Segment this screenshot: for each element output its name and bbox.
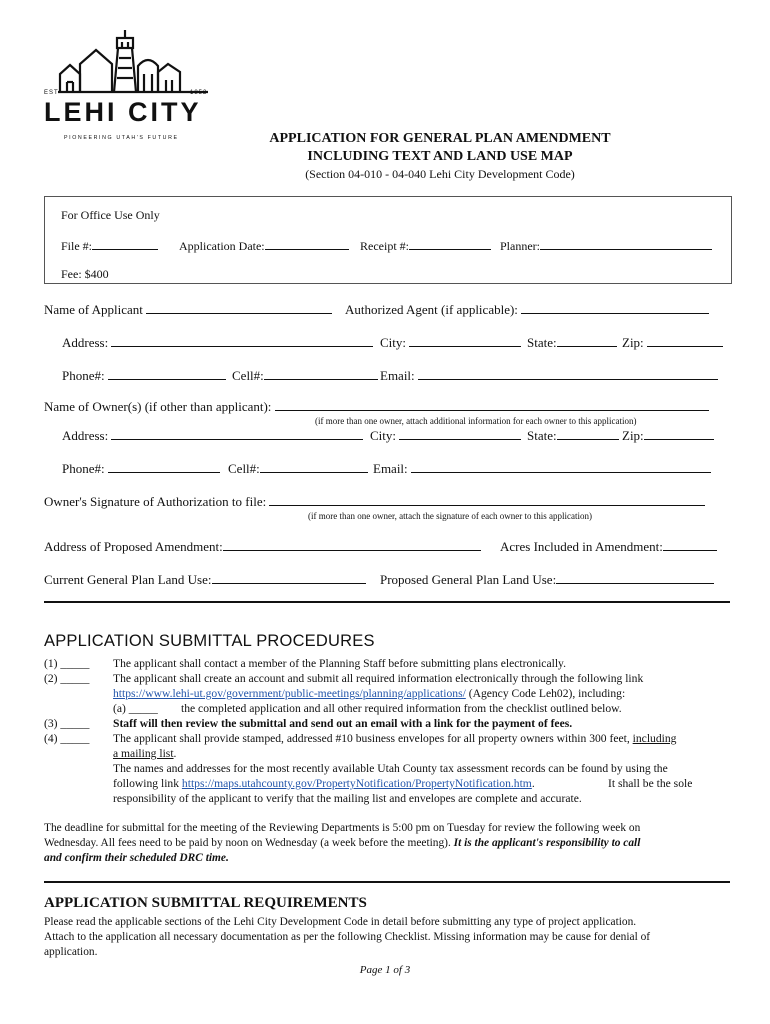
procedure-2-link-line: https://www.lehi-ut.gov/government/public-meetings/planning/applications/ (Agency Code Leh02), including:: [113, 687, 626, 700]
applicant-email-field[interactable]: Email:: [380, 368, 718, 384]
owner-zip-field[interactable]: Zip:: [622, 428, 714, 444]
applicant-name-field[interactable]: Name of Applicant: [44, 302, 332, 318]
lehi-city-logo: [44, 28, 214, 148]
procedures-heading: APPLICATION SUBMITTAL PROCEDURES: [44, 632, 375, 650]
procedure-4-names-text: The names and addresses for the most recently available Utah County tax assessment records can be found by using the: [113, 762, 668, 775]
city-skyline-icon: [58, 28, 208, 94]
procedure-4-responsibility: responsibility of the applicant to verify that the mailing list and envelopes are complete and accurate.: [113, 792, 582, 805]
procedure-4-blank[interactable]: (4) _____: [44, 732, 90, 745]
requirements-heading: APPLICATION SUBMITTAL REQUIREMENTS: [44, 895, 367, 911]
file-number-field[interactable]: File #:: [61, 238, 158, 254]
owner-email-field[interactable]: Email:: [373, 461, 711, 477]
procedure-2-text: The applicant shall create an account and submit all required information electronically through the following link: [113, 672, 644, 685]
deadline-line3: and confirm their scheduled DRC time.: [44, 852, 229, 864]
receipt-number-field[interactable]: Receipt #:: [360, 238, 491, 254]
owner-cell-field[interactable]: Cell#:: [228, 461, 368, 477]
current-land-use-field[interactable]: Current General Plan Land Use:: [44, 572, 366, 588]
applicant-city-field[interactable]: City:: [380, 335, 521, 351]
owner-signature-field[interactable]: Owner's Signature of Authorization to file:: [44, 494, 705, 510]
applicant-address-field[interactable]: Address:: [62, 335, 373, 351]
fee-label: Fee: $400: [61, 267, 109, 281]
owner-phone-field[interactable]: Phone#:: [62, 461, 220, 477]
procedure-2a-blank[interactable]: (a) _____: [113, 702, 158, 715]
utah-county-link[interactable]: https://maps.utahcounty.gov/PropertyNotification/PropertyNotification.htm: [181, 777, 532, 790]
owner-note: (if more than one owner, attach additional information for each owner to this application): [315, 416, 637, 426]
applicant-cell-field[interactable]: Cell#:: [232, 368, 378, 384]
owner-address-field[interactable]: Address:: [62, 428, 363, 444]
procedure-2-blank[interactable]: (2) _____: [44, 672, 90, 685]
procedure-4-text: The applicant shall provide stamped, addressed #10 business envelopes for all property owners within 300 feet, including: [113, 732, 677, 745]
procedure-1-blank[interactable]: (1) _____: [44, 657, 90, 670]
application-date-field[interactable]: Application Date:: [179, 238, 349, 254]
planner-field[interactable]: Planner:: [500, 238, 712, 254]
procedure-4-mailing-list: a mailing list.: [113, 747, 177, 760]
requirements-line2: Attach to the application all necessary documentation as per the following Checklist. Missing information may be cause for denial of: [44, 931, 651, 943]
signature-note: (if more than one owner, attach the signature of each owner to this application): [308, 511, 593, 521]
procedure-3-blank[interactable]: (3) _____: [44, 717, 90, 730]
logo-year: 1852: [190, 90, 208, 96]
owner-city-field[interactable]: City:: [370, 428, 521, 444]
office-use-heading: For Office Use Only: [61, 208, 160, 222]
office-use-box: [44, 196, 732, 284]
applicant-phone-field[interactable]: Phone#:: [62, 368, 226, 384]
procedure-3-text: Staff will then review the submittal and send out an email with a link for the payment of fees.: [113, 717, 573, 730]
page-title-line2: INCLUDING TEXT AND LAND USE MAP: [307, 149, 573, 164]
applicant-zip-field[interactable]: Zip:: [622, 335, 723, 351]
logo-tagline: PIONEERING UTAH'S FUTURE: [64, 135, 179, 141]
requirements-line3: application.: [44, 946, 98, 958]
procedure-4-link-line: following link https://maps.utahcounty.gov/PropertyNotification/PropertyNotification.htm.: [113, 777, 535, 790]
procedure-4-tail: It shall be the sole: [608, 777, 693, 790]
page-number: Page 1 of 3: [359, 964, 411, 976]
section-divider-2: [44, 881, 730, 883]
authorized-agent-field[interactable]: Authorized Agent (if applicable):: [345, 302, 709, 318]
procedure-1-text: The applicant shall contact a member of the Planning Staff before submitting plans electronically.: [113, 657, 566, 670]
proposed-land-use-field[interactable]: Proposed General Plan Land Use:: [380, 572, 714, 588]
page-title-line1: APPLICATION FOR GENERAL PLAN AMENDMENT: [269, 131, 611, 146]
page-subtitle: (Section 04-010 - 04-040 Lehi City Development Code): [305, 167, 575, 181]
logo-city-name: LEHI CITY: [44, 97, 202, 127]
deadline-line2: Wednesday. All fees need to be paid by noon on Wednesday (a week before the meeting). It is the applicant's responsibility to call: [44, 837, 641, 849]
section-divider: [44, 601, 730, 603]
logo-est: EST: [44, 90, 59, 96]
acres-field[interactable]: Acres Included in Amendment:: [500, 539, 717, 555]
owner-state-field[interactable]: State:: [527, 428, 619, 444]
owner-name-field[interactable]: Name of Owner(s) (if other than applicant):: [44, 399, 709, 415]
applications-link[interactable]: https://www.lehi-ut.gov/government/public-meetings/planning/applications/: [113, 687, 466, 700]
requirements-line1: Please read the applicable sections of the Lehi City Development Code in detail before submitting any type of project application.: [44, 916, 637, 928]
deadline-line1: The deadline for submittal for the meeting of the Reviewing Departments is 5:00 pm on Tuesday for review the following week on: [44, 822, 641, 834]
procedure-2a-text: the completed application and all other required information from the checklist outlined below.: [181, 702, 622, 715]
amendment-address-field[interactable]: Address of Proposed Amendment:: [44, 539, 481, 555]
applicant-state-field[interactable]: State:: [527, 335, 617, 351]
